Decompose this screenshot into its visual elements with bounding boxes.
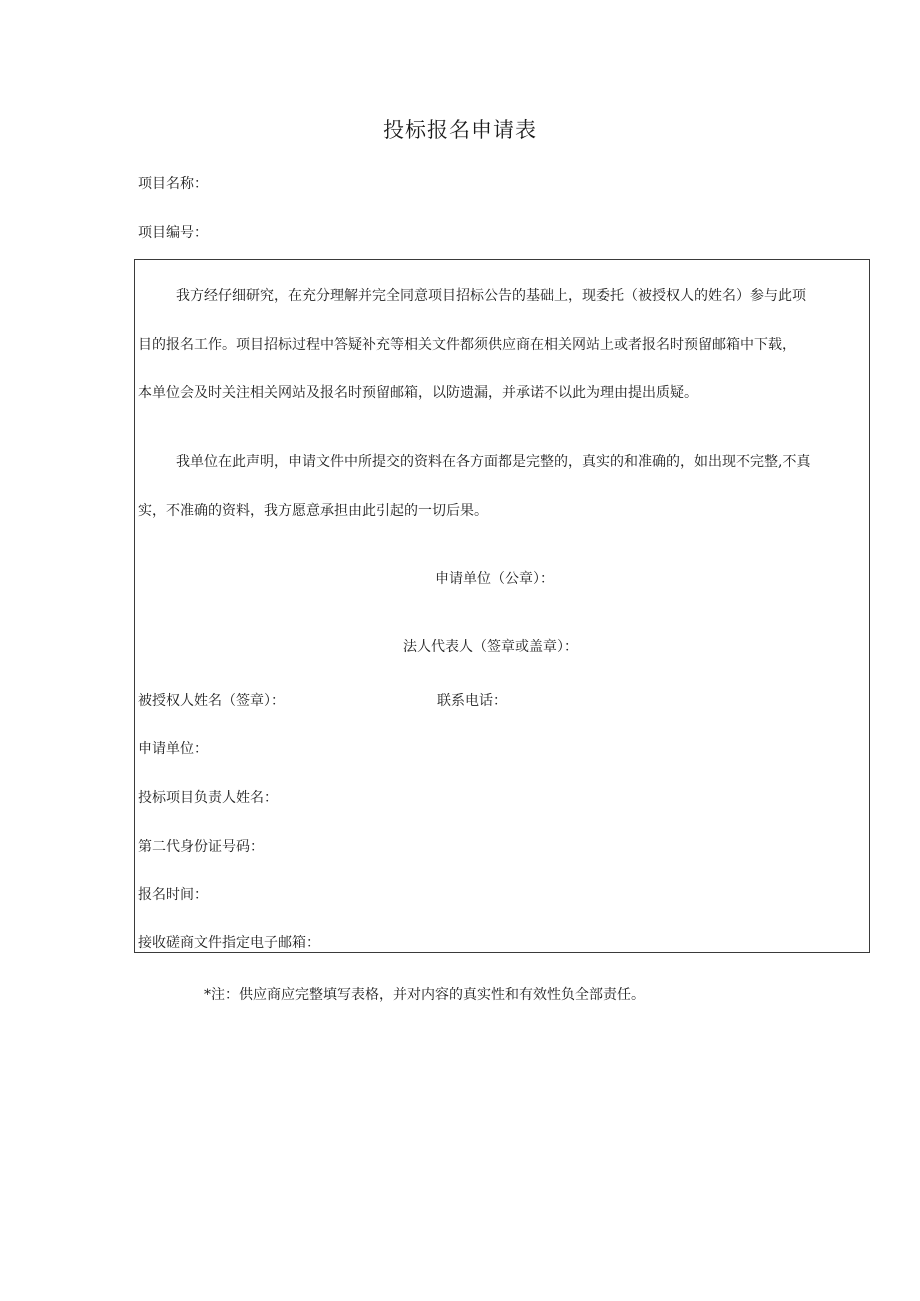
authorized-person-name-label: 被授权人姓名（签章）： <box>138 693 285 709</box>
project-name-label: 项目名称： <box>138 176 208 192</box>
project-number-label: 项目编号： <box>138 225 208 241</box>
id-number-label: 第二代身份证号码： <box>138 839 264 855</box>
statement-p2-line2: 实，不准确的资料，我方愿意承担由此引起的一切后果。 <box>138 503 488 519</box>
statement-p1-line2: 目的报名工作。项目招标过程中答疑补充等相关文件都须供应商在相关网站上或者报名时预留邮箱中下载， <box>138 337 796 353</box>
registration-time-label: 报名时间： <box>138 887 208 903</box>
project-lead-name-label: 投标项目负责人姓名： <box>138 790 278 806</box>
applicant-seal-label: 申请单位（公章）： <box>435 571 554 587</box>
contact-phone-label: 联系电话： <box>437 693 507 709</box>
statement-p2-line1: 我单位在此声明，申请文件中所提交的资料在各方面都是完整的，真实的和准确的，如出现不完整,不真 <box>176 454 811 470</box>
document-title: 投标报名申请表 <box>383 118 537 142</box>
applicant-unit-label: 申请单位： <box>138 741 208 757</box>
statement-p1-line3: 本单位会及时关注相关网站及报名时预留邮箱，以防遗漏，并承诺不以此为理由提出质疑。 <box>138 385 698 401</box>
legal-representative-label: 法人代表人（签章或盖章）： <box>403 639 578 655</box>
footnote: *注：供应商应完整填写表格，并对内容的真实性和有效性负全部责任。 <box>204 987 645 1003</box>
email-label: 接收磋商文件指定电子邮箱： <box>138 935 320 951</box>
application-form-box <box>134 259 870 953</box>
statement-p1-line1: 我方经仔细研究，在充分理解并完全同意项目招标公告的基础上，现委托（被授权人的姓名）参与此项 <box>176 288 806 304</box>
